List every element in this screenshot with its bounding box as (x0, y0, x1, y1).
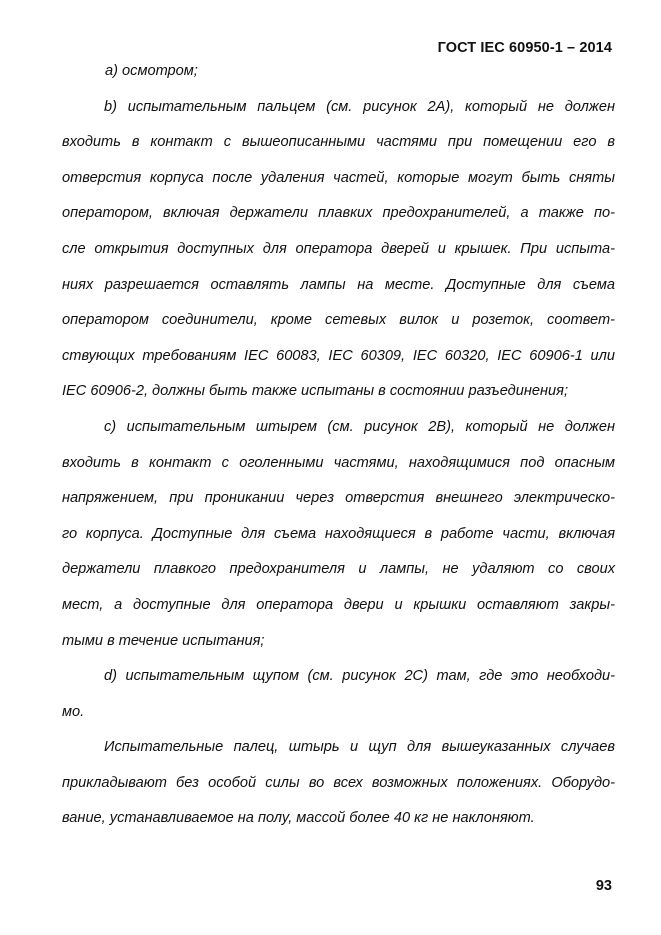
paragraph-b-line: ниях разрешается оставлять лампы на месте. Доступные для съема (62, 276, 615, 293)
paragraph-c-line: держатели плавкого предохранителя и лампы, не удаляют со своих (62, 561, 615, 578)
paragraph-b-line: оператором, включая держатели плавких предохранителей, а также по- (62, 205, 615, 222)
body-text (62, 54, 615, 837)
paragraph-b-line: b) испытательным пальцем (см. рисунок 2А), который не должен (104, 98, 615, 115)
paragraph-b-line: IEC 60906-2, должны быть также испытаны в состоянии разъединения; (62, 383, 569, 400)
paragraph-d-line: d) испытательным щупом (см. рисунок 2С) там, где это необходи- (104, 668, 615, 685)
paragraph-c-line: го корпуса. Доступные для съема находящиеся в работе части, включая (62, 525, 615, 542)
paragraph-e-line: вание, устанавливаемое на полу, массой более 40 кг не наклоняют. (62, 810, 535, 827)
paragraph-c-line: тыми в течение испытания; (62, 632, 265, 649)
paragraph-d-line: мо. (62, 703, 85, 720)
paragraph-c-line: напряжением, при проникании через отверстия внешнего электрическо- (62, 490, 615, 507)
paragraph-c-line: с) испытательным штырем (см. рисунок 2В), который не должен (104, 418, 615, 435)
paragraph-b-line: оператором соединители, кроме сетевых вилок и розеток, соответ- (62, 312, 615, 329)
paragraph-b-line: ствующих требованиям IEC 60083, IEC 60309, IEC 60320, IEC 60906-1 или (62, 347, 615, 364)
paragraph-c-line: входить в контакт с оголенными частями, находящимися под опасным (62, 454, 615, 471)
page-header-standard: ГОСТ IEC 60950-1 – 2014 (437, 40, 612, 56)
paragraph-b-line: входить в контакт с вышеописанными частями при помещении его в (62, 134, 615, 151)
paragraph-c-line: мест, а доступные для оператора двери и крышки оставляют закры- (62, 596, 615, 613)
paragraph-a-line: а) осмотром; (105, 63, 198, 79)
paragraph-b-line: отверстия корпуса после удаления частей, которые могут быть сняты (62, 169, 615, 186)
paragraph-e-line: прикладывают без особой силы во всех возможных положениях. Оборудо- (62, 774, 615, 791)
paragraph-b-line: сле открытия доступных для оператора дверей и крышек. При испыта- (62, 240, 615, 257)
page-number: 93 (595, 878, 612, 894)
paragraph-e-line: Испытательные палец, штырь и щуп для вышеуказанных случаев (104, 739, 615, 756)
